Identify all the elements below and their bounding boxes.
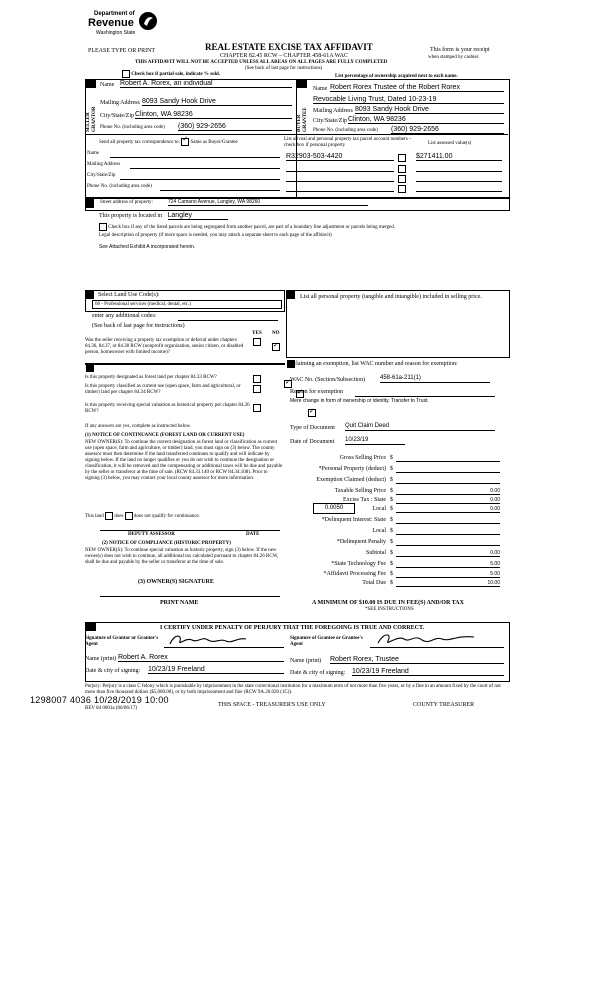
if-yes-note: If any answers are yes, complete as instructed below. xyxy=(85,424,192,429)
local-rate-box[interactable]: 0.0050 xyxy=(313,503,355,514)
grantor-name-label: Name (print) xyxy=(85,656,117,662)
personal-property-label: List all personal property (tangible and intangible) included in selling price. xyxy=(300,294,482,300)
delinquent-penalty-dollar: $ xyxy=(390,539,393,545)
buyer-city: Clinton, WA 98236 xyxy=(348,116,504,124)
parcel-3-personal-checkbox[interactable] xyxy=(398,175,406,183)
same-as-buyer-checkbox[interactable] xyxy=(181,138,189,146)
corr-mailing-label: Mailing Address xyxy=(87,162,121,167)
delinquent-local-dollar: $ xyxy=(390,528,393,534)
dor-emblem-icon xyxy=(138,10,158,32)
local-dollar: $ xyxy=(390,506,393,512)
street-label: Street address of property: xyxy=(100,200,153,205)
seller-name: Robert A. Rorex, an individual xyxy=(120,80,292,88)
receipt-line1: This form is your receipt xyxy=(430,47,490,53)
q4-text: Is this property receiving special valuation as historical property per chapter 84.26 RCW? xyxy=(85,403,250,414)
located-label: This property is located in xyxy=(99,213,162,219)
notice2-title: (2) NOTICE OF COMPLIANCE (HISTORIC PROPERTY) xyxy=(102,541,231,546)
doc-date: 10/23/19 xyxy=(345,437,405,445)
section-5-box xyxy=(85,363,285,365)
tech-fee-value: 5.00 xyxy=(396,561,500,568)
delinquent-state-value[interactable] xyxy=(396,523,500,524)
section-4-marker xyxy=(86,291,94,299)
subtotal-label: Subtotal xyxy=(365,550,386,556)
parcel-1-personal-checkbox[interactable] xyxy=(398,154,406,162)
subtotal-dollar: $ xyxy=(390,550,393,556)
land-use-select-label: Select Land Use Code(s): xyxy=(98,292,160,298)
doc-date-label: Date of Document xyxy=(290,439,335,445)
section-6-marker xyxy=(287,291,295,299)
personal-value[interactable] xyxy=(396,472,500,473)
reason-text: Mere change in form of ownership or identity. Transfer to Trust. xyxy=(290,398,429,404)
this-land-label: This land xyxy=(85,514,104,520)
delinquent-state-dollar: $ xyxy=(390,517,393,523)
parcels-header: List all real and personal property tax parcel account numbers – check box if personal property xyxy=(284,137,412,148)
gross-dollar: $ xyxy=(390,455,393,461)
corr-phone-label: Phone No. (including area code) xyxy=(87,184,152,189)
recording-stamp: 1298007 4036 10/28/2019 10:00 xyxy=(30,695,169,705)
legal-label: Legal description of property (if more space is needed, you may attach a separate sheet to each page of the affidavit) xyxy=(99,233,332,238)
reason-label: Reason for exemption xyxy=(290,389,343,395)
form-chapter: CHAPTER 82.45 RCW – CHAPTER 458-61A WAC xyxy=(220,53,348,59)
buyer-name: Robert Rorex Trustee of the Robert Rorex xyxy=(330,84,504,92)
does-not-label: does not xyxy=(133,514,151,520)
grantee-signature-icon xyxy=(376,631,476,648)
q1-text: Was the seller receiving a property tax exemption or deferral under chapters 84.36, 84.37, or 84.38 RCW (nonprofit organization, senior citizen, or disabled person, homeowner with limited income)? xyxy=(85,338,244,355)
list-percentage: List percentage of ownership acquired next to each name. xyxy=(335,74,458,79)
parcel-2[interactable] xyxy=(286,171,394,172)
form-warning: THIS AFFIDAVIT WILL NOT BE ACCEPTED UNLESS ALL AREAS ON ALL PAGES ARE FULLY COMPLETED xyxy=(135,60,388,65)
does-checkbox[interactable] xyxy=(105,512,113,520)
section-2-marker xyxy=(297,80,307,88)
excise-state-dollar: $ xyxy=(390,497,393,503)
parcel-3[interactable] xyxy=(286,181,394,182)
treasurer-space: THIS SPACE - TREASURER'S USE ONLY xyxy=(218,702,326,708)
legal-attached: See Attached Exhibit A incorporated herein. xyxy=(99,244,196,250)
buyer-phone-label: Phone No. (including area code) xyxy=(313,128,378,133)
taxable-label: Taxable Selling Price xyxy=(334,488,386,494)
parties-hdivider xyxy=(85,134,508,135)
tech-fee-label: *State Technology Fee xyxy=(331,561,386,567)
deputy-date-label: DATE xyxy=(246,532,260,537)
exemption-claimed-label: Exemption Claimed (deduct) xyxy=(316,477,386,483)
corr-mailing-field[interactable] xyxy=(130,168,280,169)
processing-fee-value: 5.00 xyxy=(396,571,500,578)
segregated-row xyxy=(99,223,395,231)
street-address: 724 Camano Avenue, Langley, WA 98260 xyxy=(168,199,368,206)
deputy-assessor-label: DEPUTY ASSESSOR xyxy=(128,532,175,537)
personal-label: *Personal Property (deduct) xyxy=(318,466,386,472)
q1-yes-checkbox[interactable] xyxy=(253,338,261,346)
assessed-header: List assessed value(s) xyxy=(428,141,472,146)
land-use-see-back: (See back of last page for instructions) xyxy=(92,323,185,329)
land-use-select[interactable]: 66 - Professional services (medical, dental, etc.) xyxy=(92,300,282,309)
seller-mailing: 8093 Sandy Hook Drive xyxy=(142,98,292,106)
minimum-due: A MINIMUM OF $10.00 IS DUE IN FEE(S) AND/OR TAX xyxy=(312,600,464,606)
type-or-print: PLEASE TYPE OR PRINT xyxy=(88,48,156,54)
notice1-title: (1) NOTICE OF CONTINUANCE (FOREST LAND OR CURRENT USE) xyxy=(85,433,245,438)
exemption-claimed-dollar: $ xyxy=(390,477,393,483)
does-label: does xyxy=(114,514,124,520)
located-city: Langley xyxy=(168,212,228,220)
processing-fee-label: *Affidavit Processing Fee xyxy=(323,571,386,577)
delinquent-penalty-value[interactable] xyxy=(396,545,500,546)
delinquent-state-label: *Delinquent Interest: State xyxy=(321,517,386,523)
buyer-phone: (360) 929-2656 xyxy=(391,126,504,134)
q2-yes-checkbox[interactable] xyxy=(253,375,261,383)
grantor-sig-label: Signature of Grantor or Grantor's Agent xyxy=(85,636,159,647)
delinquent-penalty-label: *Delinquent Penalty xyxy=(336,539,386,545)
same-as-buyer-label: Same as Buyer/Grantee xyxy=(190,140,238,146)
partial-sale-row xyxy=(122,70,220,78)
buyer-mailing: 8093 Sandy Hook Drive xyxy=(355,106,504,114)
seller-mailing-label: Mailing Address xyxy=(100,100,140,106)
assessed-value-2[interactable] xyxy=(416,171,502,172)
segregated-label: Check box if any of the listed parcels are being segregated from another parcel, are part of a boundary line adjustment or parcels being merged. xyxy=(108,225,395,231)
send-to-label: Send all property tax correspondence to: xyxy=(99,140,180,146)
excise-state-label: Excise Tax : State xyxy=(343,497,386,503)
notice2-body: NEW OWNER(S): To continue special valuation as historic property, sign (3) below. If the new owner(s) does not wish to continue, all additional tax calculated pursuant to chapter 84.26 RCW, shall be due and payable by the seller or transferor at the time of sale. xyxy=(85,548,279,565)
section-8-marker xyxy=(86,623,96,631)
corr-name-label: Name xyxy=(87,151,99,156)
parcel-2-personal-checkbox[interactable] xyxy=(398,165,406,173)
seller-phone-label: Phone No. (including area code) xyxy=(100,125,165,130)
local-value: 0.00 xyxy=(396,506,500,513)
reason-line xyxy=(355,396,495,397)
assessed-value-1: $271411.00 xyxy=(416,153,502,161)
exemption-claimed-value[interactable] xyxy=(396,483,500,484)
continuance-row xyxy=(85,512,200,520)
section-3-marker xyxy=(86,198,94,208)
buyer-name-line2: Revocable Living Trust, Dated 10-23-19 xyxy=(313,96,504,104)
delinquent-local-value[interactable] xyxy=(396,534,500,535)
taxable-value: 0.00 xyxy=(396,488,500,495)
partial-sale-label: Check box if partial sale, indicate % sold. xyxy=(131,72,221,78)
excise-state-value: 0.00 xyxy=(396,497,500,504)
corr-city-label: City/State/Zip xyxy=(87,173,116,178)
grantee-date: 10/23/19 Freeland xyxy=(352,668,504,676)
qualify-label: qualify for continuance. xyxy=(151,514,200,520)
dor-logo xyxy=(88,10,163,40)
deputy-assessor-line[interactable] xyxy=(100,530,280,531)
section-1-marker xyxy=(86,80,96,88)
receipt-line2: when stamped by cashier. xyxy=(428,55,480,60)
additional-codes-label: enter any additional codes: xyxy=(92,313,157,319)
segregated-checkbox[interactable] xyxy=(99,223,107,231)
print-name-label: PRINT NAME xyxy=(160,600,199,606)
rev-number: REV 84 0001a (06/06/17) xyxy=(85,706,137,711)
located-row xyxy=(99,212,228,220)
form-title: REAL ESTATE EXCISE TAX AFFIDAVIT xyxy=(205,42,373,52)
gross-value[interactable] xyxy=(396,461,500,462)
q3-text: Is this property classified as current use (open space, farm and agricultural, or timber) land per chapter 84.34 RCW? xyxy=(85,384,241,395)
corr-city-field[interactable] xyxy=(120,179,280,180)
wac-label: WAC No. (Section/Subsection) xyxy=(290,377,366,383)
q4-no-checkbox[interactable] xyxy=(308,409,316,417)
buyer-side-label: BUYER GRANTEE xyxy=(297,107,308,132)
corr-name-field[interactable] xyxy=(110,157,280,158)
seller-city: Clinton, WA 98236 xyxy=(135,111,292,119)
seller-side-label: SELLER GRANTOR xyxy=(86,106,97,132)
no-header: NO xyxy=(272,331,280,336)
assessed-value-3[interactable] xyxy=(416,181,502,182)
local-label: Local xyxy=(372,506,386,512)
partial-sale-checkbox[interactable] xyxy=(122,70,130,78)
tech-fee-dollar: $ xyxy=(390,561,393,567)
total-dollar: $ xyxy=(390,580,393,586)
seller-phone: (360) 929-2656 xyxy=(178,123,292,131)
buyer-name-label: Name xyxy=(313,86,328,92)
q1-no-checkbox[interactable] xyxy=(272,343,280,351)
see-instructions: *SEE INSTRUCTIONS xyxy=(365,607,414,612)
gross-label: Gross Selling Price xyxy=(339,455,386,461)
q2-text: Is this property designated as forest land per chapter 84.33 RCW? xyxy=(85,375,217,380)
see-back-note: (See back of last page for instructions) xyxy=(245,66,323,71)
grantor-date-label: Date & city of signing: xyxy=(85,668,141,674)
grantor-name: Robert A. Rorex xyxy=(118,654,284,662)
wac-number: 458-61a-211(1) xyxy=(380,375,490,383)
grantee-name: Robert Rorex, Trustee xyxy=(330,656,504,664)
logo-line2: Revenue xyxy=(88,17,134,29)
total-label: Total Due xyxy=(362,580,386,586)
grantor-signature-icon xyxy=(168,632,248,648)
owner-signature-label: (3) OWNER(S) SIGNATURE xyxy=(138,579,214,585)
processing-fee-dollar: $ xyxy=(390,571,393,577)
county-treasurer: COUNTY TREASURER xyxy=(413,702,475,708)
total-value: 10.00 xyxy=(396,580,500,587)
grantee-sig-label: Signature of Grantee or Grantee's Agent xyxy=(290,636,363,647)
perjury-notice: Perjury: Perjury is a class C felony which is punishable by imprisonment in the state correctional institution for a maximum term of not more than five years, or by a fine in an amount fixed by the court of not more than five thousand dollars ($5,000.00), or by both imprisonment and fine (RCW 9A.20.020 (1C)). xyxy=(85,684,501,695)
yes-header: YES xyxy=(252,331,262,336)
parcel-4[interactable] xyxy=(286,191,394,192)
grantee-name-label: Name (print) xyxy=(290,658,322,664)
certify-statement: I CERTIFY UNDER PENALTY OF PERJURY THAT THE FOREGOING IS TRUE AND CORRECT. xyxy=(160,625,425,631)
grantor-date: 10/23/19 Freeland xyxy=(148,666,284,674)
section-5-marker xyxy=(86,364,94,372)
seller-name-label: Name xyxy=(100,82,115,88)
delinquent-local-label: Local xyxy=(372,528,386,534)
assessed-value-4[interactable] xyxy=(416,191,502,192)
buyer-mailing-label: Mailing Address xyxy=(313,108,353,114)
q3-yes-checkbox[interactable] xyxy=(253,385,261,393)
corr-phone-field[interactable] xyxy=(160,190,280,191)
logo-line3: Washington State xyxy=(96,30,136,36)
exemption-claim-label: If claiming an exemption, list WAC number and reason for exemption: xyxy=(288,361,458,367)
notice1-body: NEW OWNER(S): To continue the current designation as forest land or classification as current use (open space, farm and agriculture, or timber) land, you must sign on (3) below. The county assessor must then determine if the land transferred continues to qualify and will indicate by signing below. If the land no longer qualifies or you do not wish to continue the designation or classification, it will be removed and the compensating or additional taxes will be due and payable by the seller or transferor at the time of sale. (RCW 84.33.140 or RCW 84.34.108). Prior to signing (3) below, you may contact your local county assessor for more information. xyxy=(85,440,283,481)
correspondence-row xyxy=(99,138,238,146)
does-not-checkbox[interactable] xyxy=(125,512,133,520)
personal-dollar: $ xyxy=(390,466,393,472)
subtotal-value: 0.00 xyxy=(396,550,500,557)
seller-city-label: City/State/Zip xyxy=(100,113,134,119)
buyer-city-label: City/State/Zip xyxy=(313,118,347,124)
q4-yes-checkbox[interactable] xyxy=(253,404,261,412)
owner-signature-line[interactable] xyxy=(100,596,280,597)
taxable-dollar: $ xyxy=(390,488,393,494)
doc-type-label: Type of Document xyxy=(290,425,335,431)
doc-type: Quit Claim Deed xyxy=(345,423,495,431)
parcel-1: R32903-503-4420 xyxy=(286,153,394,161)
logo-line1: Department of xyxy=(94,11,135,17)
parcel-4-personal-checkbox[interactable] xyxy=(398,185,406,193)
grantee-date-label: Date & city of signing: xyxy=(290,670,346,676)
additional-codes-field[interactable] xyxy=(178,320,278,321)
